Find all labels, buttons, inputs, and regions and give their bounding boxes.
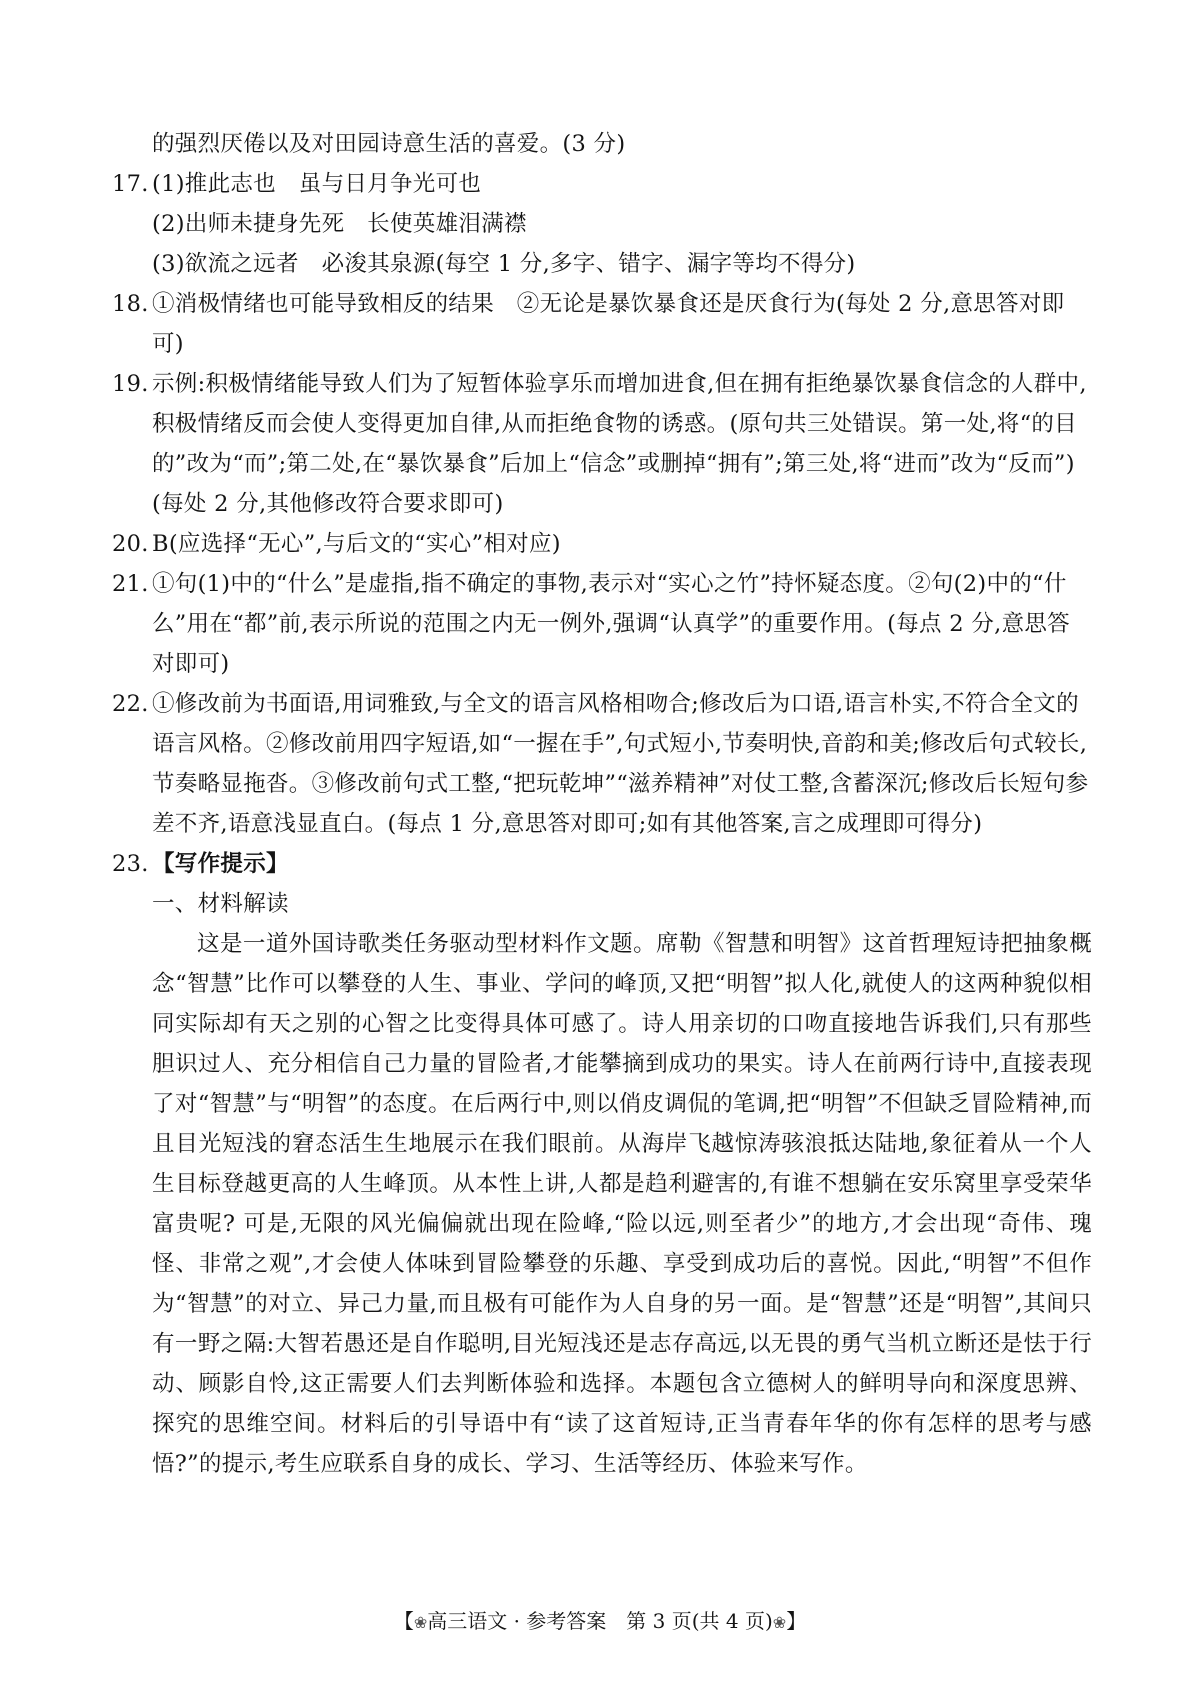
answer-item-17 — [112, 164, 1092, 284]
answer-item-22 — [112, 684, 1092, 844]
item-number: 18. — [112, 291, 149, 317]
answer-line: (1)推此志也 虽与日月争光可也 — [152, 171, 482, 197]
item-number: 22. — [112, 691, 149, 717]
section-title: 一、材料解读 — [152, 891, 289, 917]
continuation-text: 的强烈厌倦以及对田园诗意生活的喜爱。(3 分) — [152, 131, 626, 157]
footer-text: 高三语文 · 参考答案 第 3 页(共 4 页) — [427, 1609, 773, 1633]
answer-item-23 — [112, 844, 1092, 1484]
answer-item-21 — [112, 564, 1092, 684]
page-content — [112, 124, 1092, 1484]
answer-text: ①修改前为书面语,用词雅致,与全文的语言风格相吻合;修改后为口语,语言朴实,不符合全文的语言风格。②修改前用四字短语,如“一握在手”,句式短小,节奏明快,音韵和美;修改后句式较长,节奏略显拖沓。③修改前句式工整,“把玩乾坤”“滋养精神”对仗工整,含蓄深沉;修改后长短句参差不齐,语意浅显直白。(每点 1 分,意思答对即可;如有其他答案,言之成理即可得分) — [152, 691, 1089, 837]
answer-text: ①消极情绪也可能导致相反的结果 ②无论是暴饮暴食还是厌食行为(每处 2 分,意思答对即可) — [152, 291, 1065, 357]
item-number: 19. — [112, 371, 149, 397]
item-number: 21. — [112, 571, 149, 597]
material-analysis-body: 这是一道外国诗歌类任务驱动型材料作文题。席勒《智慧和明智》这首哲理短诗把抽象概念“智慧”比作可以攀登的人生、事业、学问的峰顶,又把“明智”拟人化,就使人的这两种貌似相同实际却有天之别的心智之比变得具体可感了。诗人用亲切的口吻直接地告诉我们,只有那些胆识过人、充分相信自己力量的冒险者,才能攀摘到成功的果实。诗人在前两行诗中,直接表现了对“智慧”与“明智”的态度。在后两行中,则以俏皮调侃的笔调,把“明智”不但缺乏冒险精神,而且目光短浅的窘态活生生地展示在我们眼前。从海岸飞越惊涛骇浪抵达陆地,象征着从一个人生目标登越更高的人生峰顶。从本性上讲,人都是趋利避害的,有谁不想躺在安乐窝里享受荣华富贵呢? 可是,无限的风光偏偏就出现在险峰,“险以远,则至者少”的地方,才会出现“奇伟、瑰怪、非常之观”,才会使人体味到冒险攀登的乐趣、享受到成功后的喜悦。因此,“明智”不但作为“智慧”的对立、异己力量,而且极有可能作为人自身的另一面。是“智慧”还是“明智”,其间只有一野之隔:大智若愚还是自作聪明,目光短浅还是志存高远,以无畏的勇气当机立断还是怯于行动、顾影自怜,这正需要人们去判断体验和选择。本题包含立德树人的鲜明导向和深度思辨、探究的思维空间。材料后的引导语中有“读了这首短诗,正当青春年华的你有怎样的思考与感悟?”的提示,考生应联系自身的成长、学习、生活等经历、体验来写作。 — [152, 931, 1092, 1477]
answer-text: 示例:积极情绪能导致人们为了短暂体验享乐而增加进食,但在拥有拒绝暴饮暴食信念的人群中,积极情绪反而会使人变得更加自律,从而拒绝食物的诱惑。(原句共三处错误。第一处,将“的目的”改为“而”;第二处,在“暴饮暴食”后加上“信念”或删掉“拥有”;第三处,将“进而”改为“反而”)(每处 2 分,其他修改符合要求即可) — [152, 371, 1087, 517]
flower-icon: ❀ — [772, 1613, 787, 1632]
item-number: 17. — [112, 171, 149, 197]
footer-bracket-close: 】 — [786, 1609, 807, 1633]
flower-icon: ❀ — [413, 1613, 428, 1632]
answer-item-19 — [112, 364, 1092, 524]
answer-text: ①句(1)中的“什么”是虚指,指不确定的事物,表示对“实心之竹”持怀疑态度。②句(2)中的“什么”用在“都”前,表示所说的范围之内无一例外,强调“认真学”的重要作用。(每点 2 分,意思答对即可) — [152, 571, 1070, 677]
writing-hint-heading: 【写作提示】 — [152, 851, 289, 877]
footer-bracket-open: 【 — [393, 1609, 414, 1633]
answer-text: B(应选择“无心”,与后文的“实心”相对应) — [152, 531, 561, 557]
answer-line: (3)欲流之远者 必浚其泉源(每空 1 分,多字、错字、漏字等均不得分) — [152, 251, 856, 277]
page-footer — [0, 1606, 1200, 1638]
item-number: 23. — [112, 851, 149, 877]
answer-item-20 — [112, 524, 1092, 564]
item-number: 20. — [112, 531, 149, 557]
answer-line: (2)出师未捷身先死 长使英雄泪满襟 — [152, 211, 527, 237]
answer-item-18 — [112, 284, 1092, 364]
